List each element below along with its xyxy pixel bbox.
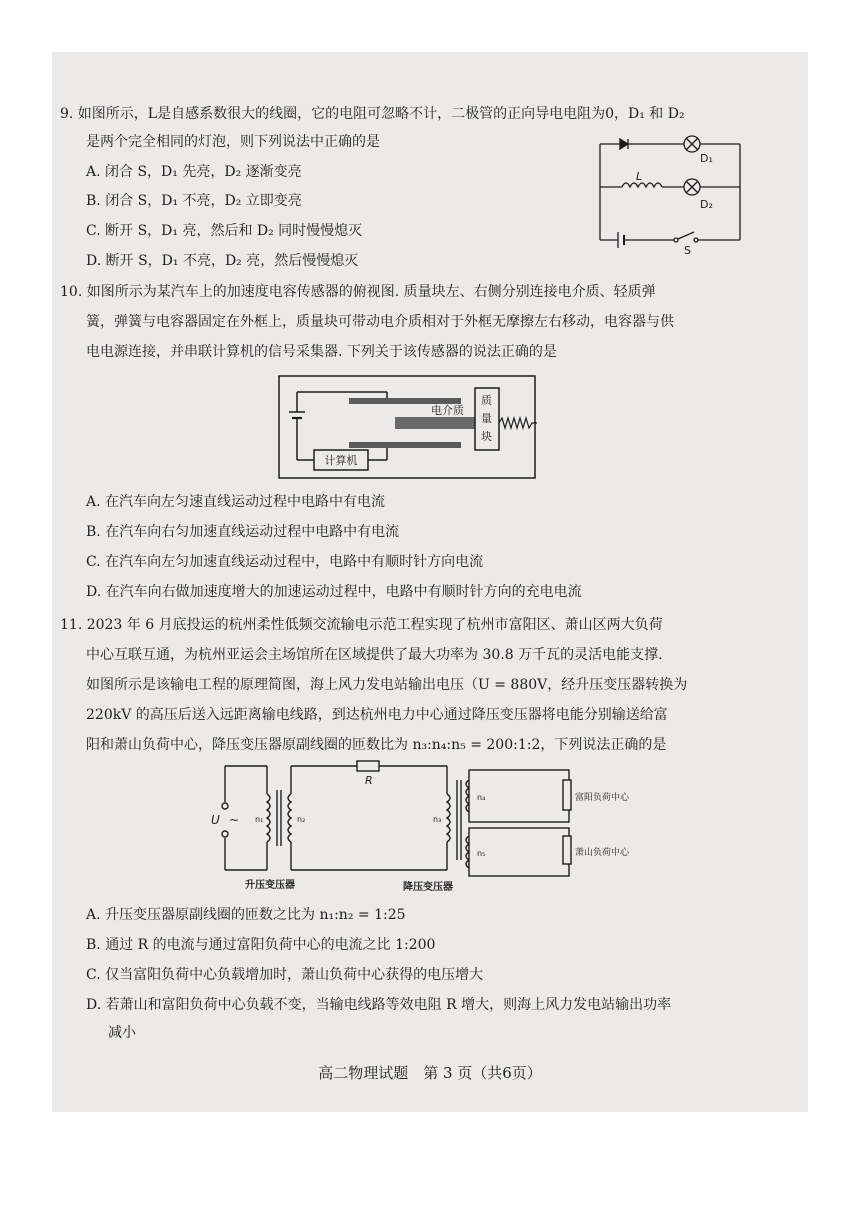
q11-label-n5: n₅ (477, 849, 486, 858)
q9-option-c: C. 断开 S，D₁ 亮，然后和 D₂ 同时慢慢熄灭 (86, 223, 363, 239)
q10-option-a: A. 在汽车向左匀速直线运动过程中电路中有电流 (86, 494, 386, 510)
q10-spring (499, 418, 537, 428)
q10-stem-line3: 电电源连接，并串联计算机的信号采集器. 下列关于该传感器的说法正确的是 (86, 344, 557, 360)
exam-page (52, 52, 808, 1112)
q11-label-n2: n₂ (297, 815, 306, 824)
q9-stem-line2: 是两个完全相同的灯泡，则下列说法中正确的是 (86, 134, 380, 150)
q10-label-mass-3: 块 (481, 430, 492, 443)
q10-option-d: D. 在汽车向右做加速度增大的加速运动过程中，电路中有顺时针方向的充电电流 (86, 584, 582, 600)
q11-label-n3: n₃ (433, 815, 442, 824)
q9-circuit-diagram (592, 132, 752, 257)
q9-label-d1: D₁ (700, 152, 713, 165)
q10-option-b: B. 在汽车向右匀加速直线运动过程中电路中有电流 (86, 524, 400, 540)
q11-stem-line3: 如图所示是该输电工程的原理简图，海上风力发电站输出电压（U = 880V，经升压变压器转换为 (86, 677, 688, 693)
q11-option-d-continued: 减小 (108, 1025, 136, 1041)
q11-load-fuyang (563, 780, 571, 810)
q9-label-s: S (684, 244, 691, 257)
q10-label-mass-1: 质 (481, 394, 492, 407)
q11-label-n4: n₄ (477, 793, 486, 802)
q11-option-a: A. 升压变压器原副线圈的匝数之比为 n₁:n₂ = 1:25 (86, 907, 406, 923)
q11-option-b: B. 通过 R 的电流与通过富阳负荷中心的电流之比 1:200 (86, 937, 436, 953)
q10-option-c: C. 在汽车向左匀加速直线运动过程中，电路中有顺时针方向电流 (86, 554, 484, 570)
q9-label-d2: D₂ (700, 198, 713, 211)
q10-stem-line2: 簧，弹簧与电容器固定在外框上，质量块可带动电介质相对于外框无摩擦左右移动，电容器与供 (86, 314, 674, 330)
q11-transmission-diagram (197, 760, 657, 895)
q10-capacitor-bottom-plate (349, 442, 461, 448)
q10-dielectric (395, 417, 475, 429)
q11-load-xiaoshan (563, 836, 571, 864)
q11-label-r: R (365, 774, 373, 787)
q9-option-a: A. 闭合 S，D₁ 先亮，D₂ 逐渐变亮 (86, 164, 302, 180)
q9-stem-line1: 9. 如图所示，L是自感系数很大的线圈，它的电阻可忽略不计，二极管的正向导电电阻为0，D₁ 和 D₂ (60, 106, 685, 122)
q11-stem-line5: 阳和萧山负荷中心，降压变压器原副线圈的匝数比为 n₃:n₄:n₅ = 200:1:2，下列说法正确的是 (86, 737, 667, 753)
q9-option-d: D. 断开 S，D₁ 不亮，D₂ 亮，然后慢慢熄灭 (86, 253, 359, 269)
q10-label-mass-2: 量 (481, 412, 492, 425)
q11-label-n1: n₁ (255, 815, 264, 824)
q11-label-step-down: 降压变压器 (403, 882, 453, 893)
q11-option-c: C. 仅当富阳负荷中心负载增加时，萧山负荷中心获得的电压增大 (86, 967, 484, 983)
q10-stem-line1: 10. 如图所示为某汽车上的加速度电容传感器的俯视图. 质量块左、右侧分别连接电介质、轻质弹 (60, 284, 656, 300)
q9-label-l: L (636, 170, 643, 183)
q10-label-dielectric: 电介质 (431, 404, 464, 417)
q11-label-step-up: 升压变压器 (245, 880, 295, 891)
q11-option-d: D. 若萧山和富阳负荷中心负载不变，当输电线路等效电阻 R 增大，则海上风力发电站输出功率 (86, 997, 672, 1013)
page-footer: 高二物理试题 第 3 页（共6页） (318, 1064, 542, 1082)
q11-stem-line4: 220kV 的高压后送入远距离输电线路，到达杭州电力中心通过降压变压器将电能分别输送给富 (86, 707, 668, 723)
q11-label-xiaoshan: 萧山负荷中心 (575, 848, 630, 858)
q11-stem-line2: 中心互联互通，为杭州亚运会主场馆所在区域提供了最大功率为 30.8 万千瓦的灵活电能支撑. (86, 647, 663, 663)
q10-label-computer: 计算机 (324, 454, 358, 467)
q10-sensor-diagram (277, 372, 537, 482)
q11-stem-line1: 11. 2023 年 6 月底投运的杭州柔性低频交流输电示范工程实现了杭州市富阳区、萧山区两大负荷 (60, 617, 663, 633)
q11-ac-symbol: ~ (229, 813, 240, 827)
q9-option-b: B. 闭合 S，D₁ 不亮，D₂ 立即变亮 (86, 193, 302, 209)
q11-label-fuyang: 富阳负荷中心 (575, 793, 630, 803)
q11-label-u: U (211, 813, 220, 827)
